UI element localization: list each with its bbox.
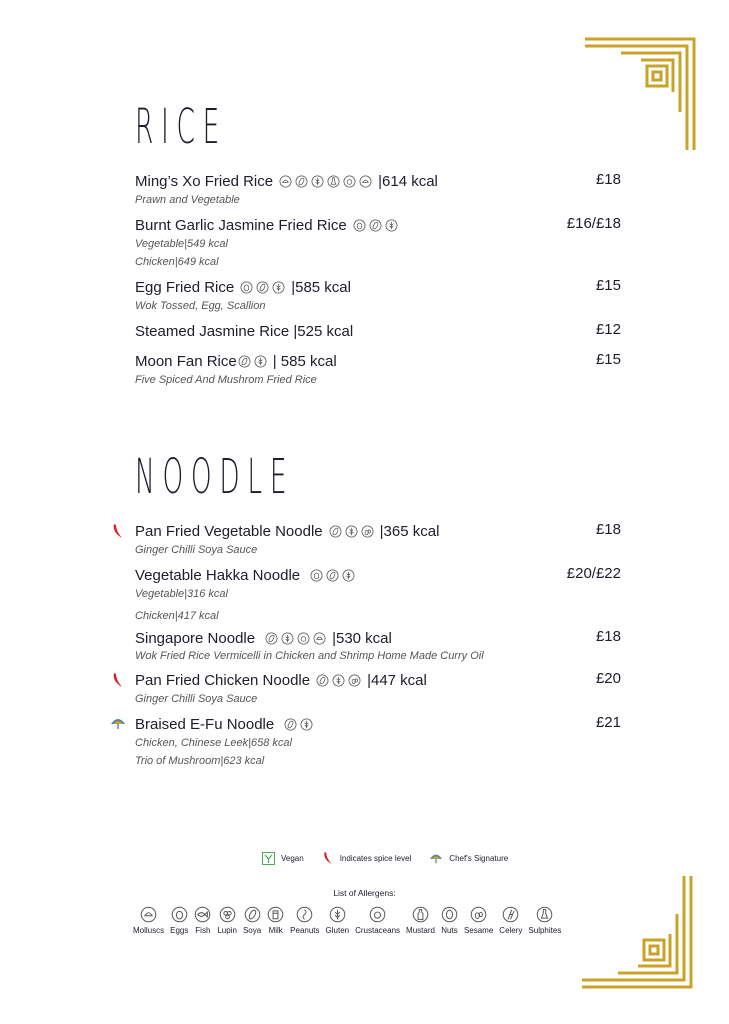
chili-icon xyxy=(111,523,125,539)
item-price: £20/£22 xyxy=(566,565,621,582)
item-description: Five Spiced And Mushrom Fried Rice xyxy=(135,374,317,386)
allergen-item xyxy=(194,906,211,935)
allergen-item xyxy=(326,906,350,935)
menu-item xyxy=(135,670,621,708)
item-price: £18 xyxy=(595,628,621,645)
menu-item xyxy=(135,277,621,315)
crustaceans-icon xyxy=(297,632,310,645)
soya-icon xyxy=(284,718,297,731)
item-name: Pan Fried Chicken Noodle xyxy=(135,671,311,689)
allergen-item xyxy=(406,906,435,935)
gluten-icon xyxy=(385,219,398,232)
allergen-item xyxy=(267,906,284,935)
allergen-label: Peanuts xyxy=(290,926,320,935)
item-description: Chicken|649 kcal xyxy=(135,256,219,268)
noodle-section-title: NOODLE xyxy=(135,449,295,505)
item-name: Burnt Garlic Jasmine Fried Rice xyxy=(135,216,347,234)
sesame-icon xyxy=(348,674,361,687)
item-price: £20 xyxy=(595,670,621,687)
item-name: Singapore Noodle xyxy=(135,629,256,647)
allergen-icons xyxy=(329,525,374,538)
celery-icon xyxy=(502,906,519,923)
gluten-icon xyxy=(342,569,355,582)
sulphites-icon xyxy=(536,906,553,923)
item-kcal: |447 kcal xyxy=(367,671,427,689)
legend-signature-label: Chef's Signature xyxy=(449,853,509,863)
item-description: Chicken, Chinese Leek|658 kcal xyxy=(135,737,292,749)
item-description: Vegetable|316 kcal xyxy=(135,588,228,600)
item-description: Wok Fried Rice Vermicelli in Chicken and Shrimp Home Made Curry Oil xyxy=(135,650,484,662)
soya-icon xyxy=(316,674,329,687)
allergen-label: Sulphites xyxy=(528,926,562,935)
gluten-icon xyxy=(345,525,358,538)
allergen-label: Eggs xyxy=(170,926,189,935)
allergen-label: Sesame xyxy=(463,926,494,935)
allergen-item xyxy=(355,906,400,935)
allergen-icons xyxy=(316,674,361,687)
allergen-label: Soya xyxy=(242,926,262,935)
item-kcal: |365 kcal xyxy=(379,522,440,540)
molluscs-icon xyxy=(279,175,292,188)
peanuts-icon xyxy=(296,906,313,923)
allergen-item xyxy=(170,906,188,935)
allergen-item xyxy=(441,906,458,935)
item-kcal: | 585 kcal xyxy=(272,352,337,370)
allergen-label: Mustard xyxy=(406,926,435,935)
allergen-item xyxy=(133,906,164,935)
soya-icon xyxy=(256,281,269,294)
menu-item xyxy=(135,351,621,389)
corner-ornament-top-right xyxy=(583,36,697,152)
soya-icon xyxy=(295,175,308,188)
soya-icon xyxy=(326,569,339,582)
rice-section-title: RICE xyxy=(135,99,228,155)
chili-icon xyxy=(111,672,125,688)
item-price: £12 xyxy=(595,321,621,338)
legend-signature xyxy=(429,852,508,864)
allergen-list xyxy=(133,906,567,935)
chili-icon xyxy=(322,851,334,865)
legend-vegan-label: Vegan xyxy=(281,853,304,863)
legend-vegan xyxy=(262,852,304,865)
item-kcal: |585 kcal xyxy=(291,278,351,296)
legend xyxy=(262,851,508,865)
chefs-signature-icon xyxy=(110,716,126,730)
item-price: £15 xyxy=(595,277,621,294)
item-description: Chicken|417 kcal xyxy=(135,610,219,622)
menu-item xyxy=(135,628,621,664)
allergen-label: Crustaceans xyxy=(355,926,401,935)
crustaceans-icon xyxy=(343,175,356,188)
gluten-icon xyxy=(281,632,294,645)
menu-item xyxy=(135,321,621,341)
eggs-icon xyxy=(240,281,253,294)
item-name: Braised E-Fu Noodle xyxy=(135,715,275,733)
allergen-label: Molluscs xyxy=(133,926,165,935)
crustaceans-icon xyxy=(369,906,386,923)
soya-icon xyxy=(265,632,278,645)
item-name: Pan Fried Vegetable Noodle xyxy=(135,522,323,540)
milk-icon xyxy=(267,906,284,923)
allergen-item xyxy=(290,906,319,935)
sulphites-icon xyxy=(327,175,340,188)
item-name: Moon Fan Rice xyxy=(135,352,237,370)
item-description: Ginger Chilli Soya Sauce xyxy=(135,544,258,556)
allergen-icons xyxy=(353,219,398,232)
menu-item xyxy=(135,171,621,209)
molluscs-icon xyxy=(140,906,157,923)
soya-icon xyxy=(244,906,261,923)
allergen-item xyxy=(499,906,522,935)
sesame-icon xyxy=(361,525,374,538)
allergen-label: Nuts xyxy=(441,926,458,935)
gluten-icon xyxy=(254,355,267,368)
soya-icon xyxy=(369,219,382,232)
gluten-icon xyxy=(300,718,313,731)
soya-icon xyxy=(238,355,251,368)
allergen-icons xyxy=(284,718,313,731)
item-name: Steamed Jasmine Rice |525 kcal xyxy=(135,322,354,340)
menu-item xyxy=(135,215,621,271)
item-price: £15 xyxy=(595,351,621,368)
allergen-item xyxy=(243,906,261,935)
mustard-icon xyxy=(412,906,429,923)
item-name: Ming’s Xo Fried Rice xyxy=(135,172,274,190)
menu-item xyxy=(135,521,621,559)
item-name: Vegetable Hakka Noodle xyxy=(135,566,301,584)
item-description: Wok Tossed, Egg, Scallion xyxy=(135,300,266,312)
item-price: £16/£18 xyxy=(566,215,621,232)
soya-icon xyxy=(329,525,342,538)
allergen-item xyxy=(528,906,561,935)
sesame-icon xyxy=(470,906,487,923)
menu-item xyxy=(135,565,621,625)
allergen-label: Fish xyxy=(195,926,211,935)
lupin-icon xyxy=(219,906,236,923)
chefs-signature-icon xyxy=(429,852,443,864)
eggs-icon xyxy=(171,906,188,923)
item-price: £21 xyxy=(595,714,621,731)
legend-spice-label: Indicates spice level xyxy=(339,853,412,863)
allergen-item xyxy=(217,906,237,935)
eggs-icon xyxy=(310,569,323,582)
gluten-icon xyxy=(329,906,346,923)
item-kcal: |614 kcal xyxy=(378,172,438,190)
allergen-label: Milk xyxy=(268,926,283,935)
allergen-label: Gluten xyxy=(325,926,350,935)
item-description: Trio of Mushroom|623 kcal xyxy=(135,755,265,767)
item-price: £18 xyxy=(595,521,621,538)
item-kcal: |530 kcal xyxy=(332,629,392,647)
allergen-label: Celery xyxy=(499,926,523,935)
allergen-icons xyxy=(238,355,267,368)
allergens-title: List of Allergens: xyxy=(333,888,396,898)
allergen-item xyxy=(464,906,493,935)
molluscs-icon xyxy=(313,632,326,645)
gluten-icon xyxy=(332,674,345,687)
allergen-icons xyxy=(279,175,372,188)
nuts-icon xyxy=(441,906,458,923)
eggs-icon xyxy=(353,219,366,232)
legend-spice xyxy=(322,851,412,865)
fish-icon xyxy=(194,906,211,923)
allergen-icons xyxy=(265,632,326,645)
menu-item xyxy=(135,714,621,770)
item-price: £18 xyxy=(595,171,621,188)
gluten-icon xyxy=(311,175,324,188)
allergen-icons xyxy=(240,281,285,294)
vegan-icon xyxy=(262,852,275,865)
allergen-icons xyxy=(310,569,355,582)
item-description: Vegetable|549 kcal xyxy=(135,238,228,250)
item-description: Prawn and Vegetable xyxy=(135,194,240,206)
item-description: Ginger Chilli Soya Sauce xyxy=(135,693,258,705)
allergen-label: Lupin xyxy=(217,926,237,935)
item-name: Egg Fried Rice xyxy=(135,278,235,296)
gluten-icon xyxy=(272,281,285,294)
molluscs-icon xyxy=(359,175,372,188)
